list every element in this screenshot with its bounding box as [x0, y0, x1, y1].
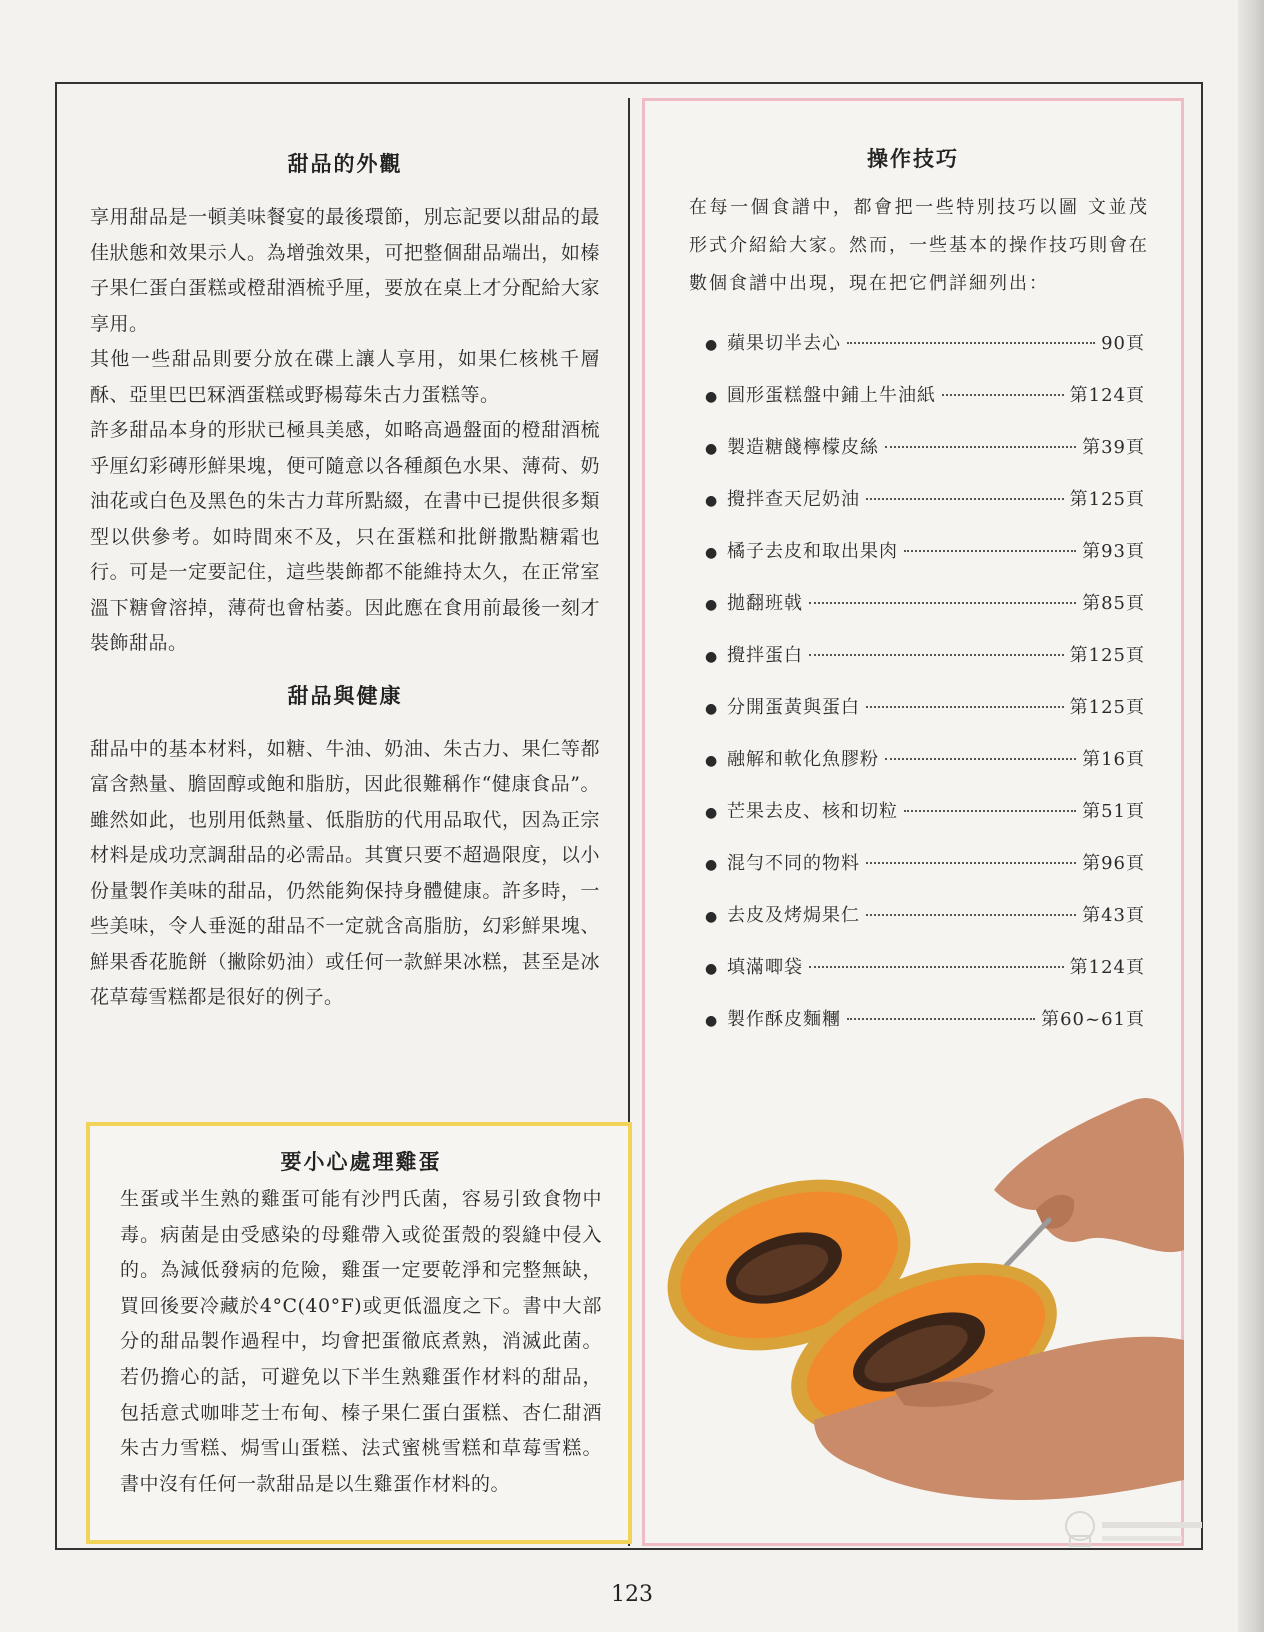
- dot-leader: [866, 914, 1076, 916]
- tip-page: 第39頁: [1082, 437, 1145, 458]
- tip-item: [705, 745, 1145, 797]
- tip-item: [705, 381, 1145, 433]
- left-column: [90, 148, 600, 1016]
- tip-label: 混勻不同的物料: [727, 853, 860, 874]
- bullet-icon: ●: [705, 597, 719, 613]
- tip-page: 第51頁: [1082, 801, 1145, 822]
- tip-item: [705, 589, 1145, 641]
- bullet-icon: ●: [705, 389, 719, 405]
- egg-safety-box: [86, 1122, 632, 1544]
- tip-label: 圓形蛋糕盤中鋪上牛油紙: [727, 385, 936, 406]
- bullet-icon: ●: [705, 961, 719, 977]
- appearance-paragraph-2: 其他一些甜品則要分放在碟上讓人享用，如果仁核桃千層酥、亞里巴巴冧酒蛋糕或野楊莓朱古力蛋糕等。: [90, 348, 600, 406]
- tip-page: 第124頁: [1069, 385, 1145, 406]
- page-number: 123: [611, 1582, 653, 1607]
- bullet-icon: ●: [705, 805, 719, 821]
- tip-label: 製作酥皮麵糰: [727, 1009, 841, 1030]
- tip-page: 第43頁: [1082, 905, 1145, 926]
- health-paragraph: 甜品中的基本材料，如糖、牛油、奶油、朱古力、果仁等都富含熱量、膽固醇或飽和脂肪，因此很難稱作“健康食品”。雖然如此，也別用低熱量、低脂肪的代用品取代，因為正宗材料是成功烹調甜品的必需品。其實只要不超過限度，以小份量製作美味的甜品，仍然能夠保持身體健康。許多時，一些美味，令人垂涎的甜品不一定就含高脂肪，幻彩鮮果塊、鮮果香花脆餅（撇除奶油）或任何一款鮮果冰糕，甚至是冰花草莓雪糕都是很好的例子。: [90, 737, 600, 1008]
- page-edge: [1238, 0, 1264, 1632]
- bullet-icon: ●: [705, 753, 719, 769]
- tip-page: 第60~61頁: [1041, 1009, 1145, 1030]
- dot-leader: [809, 966, 1064, 968]
- bullet-icon: ●: [705, 337, 719, 353]
- tip-page: 第124頁: [1069, 957, 1145, 978]
- tip-page: 第93頁: [1082, 541, 1145, 562]
- tip-label: 攪拌蛋白: [727, 645, 803, 666]
- tip-label: 攪拌查天尼奶油: [727, 489, 860, 510]
- appearance-title: 甜品的外觀: [287, 152, 403, 176]
- tips-list: [705, 329, 1145, 1057]
- bullet-icon: ●: [705, 701, 719, 717]
- dot-leader: [885, 758, 1076, 760]
- tip-label: 製造糖餞檸檬皮絲: [727, 437, 879, 458]
- dot-leader: [904, 810, 1076, 812]
- bullet-icon: ●: [705, 649, 719, 665]
- dot-leader: [809, 654, 1064, 656]
- tip-page: 第125頁: [1069, 645, 1145, 666]
- tips-intro: 在每一個食譜中，都會把一些特別技巧以圖 文並茂形式介紹給大家。然而，一些基本的操作技巧則會在數個食譜中出現，現在把它們詳細列出：: [689, 197, 1149, 294]
- health-title: 甜品與健康: [287, 683, 403, 708]
- chef-hat-watermark: [1058, 1508, 1208, 1552]
- dot-leader: [866, 862, 1076, 864]
- tip-item: [705, 901, 1145, 953]
- tip-item: [705, 485, 1145, 537]
- dot-leader: [885, 446, 1076, 448]
- dot-leader: [942, 394, 1064, 396]
- tip-item: [705, 329, 1145, 381]
- tip-label: 橘子去皮和取出果肉: [727, 541, 898, 562]
- tips-title: 操作技巧: [867, 147, 959, 171]
- egg-paragraph: 生蛋或半生熟的雞蛋可能有沙門氏菌，容易引致食物中毒。病菌是由受感染的母雞帶入或從蛋殼的裂縫中侵入的。為減低發病的危險，雞蛋一定要乾淨和完整無缺，買回後要冷藏於4°C(40°F)或更低溫度之下。書中大部分的甜品製作過程中，均會把蛋徹底煮熟，消滅此菌。若仍擔心的話，可避免以下半生熟雞蛋作材料的甜品，包括意式咖啡芝士布甸、榛子果仁蛋白蛋糕、杏仁甜酒朱古力雪糕、焗雪山蛋糕、法式蜜桃雪糕和草莓雪糕。書中沒有任何一款甜品是以生雞蛋作材料的。: [120, 1188, 602, 1495]
- tip-label: 融解和軟化魚膠粉: [727, 749, 879, 770]
- tip-label: 芒果去皮、核和切粒: [727, 801, 898, 822]
- tip-page: 第96頁: [1082, 853, 1145, 874]
- bullet-icon: ●: [705, 1013, 719, 1029]
- tip-item: [705, 849, 1145, 901]
- tip-page: 第85頁: [1082, 593, 1145, 614]
- dot-leader: [847, 342, 1095, 344]
- egg-title: 要小心處理雞蛋: [280, 1150, 442, 1174]
- tip-item: [705, 797, 1145, 849]
- tip-item: [705, 433, 1145, 485]
- tip-item: [705, 1005, 1145, 1057]
- dot-leader: [866, 498, 1064, 500]
- tip-label: 蘋果切半去心: [727, 333, 841, 354]
- appearance-paragraph-3: 許多甜品本身的形狀已極具美感，如略高過盤面的橙甜酒梳乎厘幻彩磚形鮮果塊，便可隨意以各種顏色水果、薄荷、奶油花或白色及黑色的朱古力茸所點綴，在書中已提供很多類型以供參考。如時間來不及，只在蛋糕和批餅撒點糖霜也行。可是一定要記住，這些裝飾都不能維持太久，在正常室溫下糖會溶掉，薄荷也會枯萎。因此應在食用前最後一刻才裝飾甜品。: [90, 419, 600, 654]
- tip-item: [705, 537, 1145, 589]
- tip-item: [705, 953, 1145, 1005]
- tip-label: 分開蛋黃與蛋白: [727, 697, 860, 718]
- tip-label: 去皮及烤焗果仁: [727, 905, 860, 926]
- dot-leader: [809, 602, 1076, 604]
- tip-item: [705, 693, 1145, 745]
- bullet-icon: ●: [705, 857, 719, 873]
- papaya-illustration: [664, 1060, 1184, 1530]
- tip-label: 填滿唧袋: [727, 957, 803, 978]
- bullet-icon: ●: [705, 493, 719, 509]
- tip-page: 第125頁: [1069, 697, 1145, 718]
- dot-leader: [866, 706, 1064, 708]
- tip-page: 第16頁: [1082, 749, 1145, 770]
- tip-page: 90頁: [1101, 333, 1145, 354]
- tip-label: 拋翻班戟: [727, 593, 803, 614]
- tip-page: 第125頁: [1069, 489, 1145, 510]
- appearance-paragraph-1: 享用甜品是一頓美味餐宴的最後環節，別忘記要以甜品的最佳狀態和效果示人。為增強效果，可把整個甜品端出，如榛子果仁蛋白蛋糕或橙甜酒梳乎厘，要放在桌上才分配給大家享用。: [90, 206, 600, 335]
- tip-item: [705, 641, 1145, 693]
- dot-leader: [847, 1018, 1035, 1020]
- bullet-icon: ●: [705, 441, 719, 457]
- dot-leader: [904, 550, 1076, 552]
- bullet-icon: ●: [705, 909, 719, 925]
- bullet-icon: ●: [705, 545, 719, 561]
